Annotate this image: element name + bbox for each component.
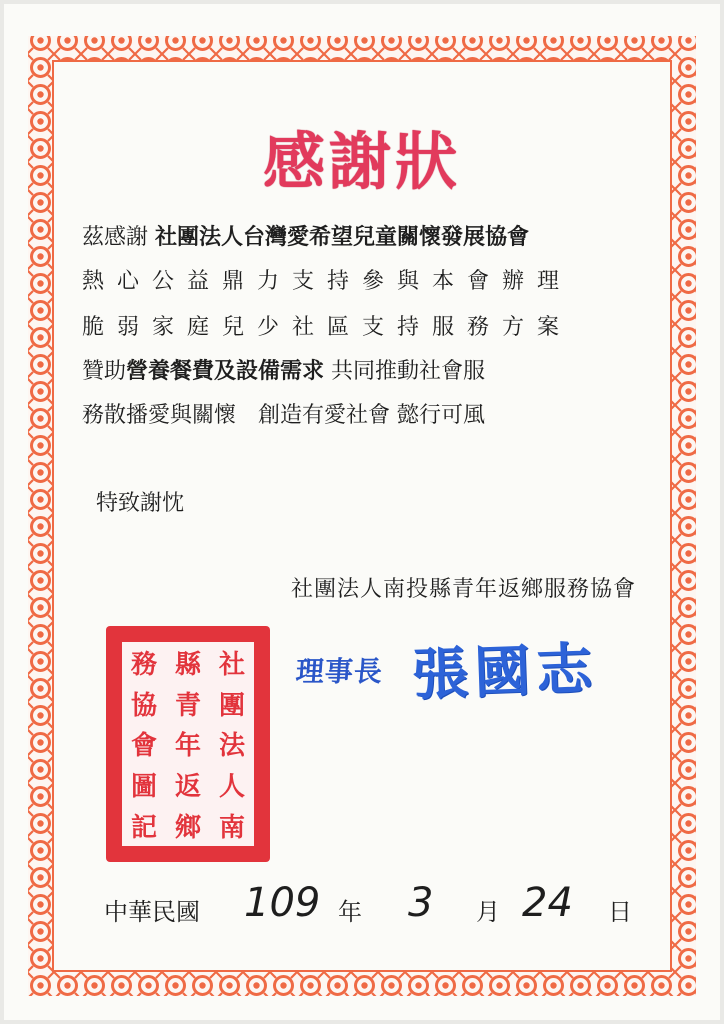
- body-line-5: 務散播愛與關懷 創造有愛社會 懿行可風: [82, 403, 485, 428]
- seal-character: 南: [218, 813, 245, 844]
- chairman-signature: 張國志: [411, 635, 600, 709]
- date-month: 3: [408, 880, 434, 926]
- seal-character: 青: [174, 690, 201, 721]
- body-line-3: 脆弱家庭兒少社區支持服務方案: [82, 315, 573, 340]
- issuer-organization: 社團法人南投縣青年返鄉服務協會: [290, 577, 636, 602]
- sponsorship-item: 營養餐費及設備需求: [126, 358, 325, 384]
- body-line-1-lead: 茲感謝: [82, 225, 155, 250]
- date-era: 中華民國: [104, 898, 200, 926]
- seal-grid: [120, 640, 256, 848]
- body-line-2: 熱心公益鼎力支持參與本會辦理: [82, 269, 573, 294]
- date-month-unit: 月: [476, 898, 500, 926]
- seal-character: 返: [174, 772, 201, 803]
- certificate-title: 感謝狀: [262, 125, 461, 198]
- sponsor-name: 社團法人台灣愛希望兒童關懷發展協會: [155, 224, 530, 250]
- seal-character: 會: [130, 731, 157, 762]
- seal-character: 協: [130, 690, 157, 721]
- date-year-unit: 年: [338, 898, 362, 926]
- seal-character: 法: [218, 731, 245, 762]
- seal-character: 圖: [130, 772, 157, 803]
- seal-character: 團: [218, 690, 245, 721]
- chairman-title: 理事長: [294, 655, 385, 688]
- seal-character: 記: [130, 813, 157, 844]
- seal-character: 人: [218, 772, 245, 803]
- seal-character: 縣: [174, 649, 201, 680]
- seal-character: 年: [174, 731, 201, 762]
- issue-date: [104, 880, 644, 942]
- date-day-unit: 日: [608, 898, 632, 926]
- closing-text: 特致謝忱: [96, 491, 185, 516]
- body-line-4: [82, 354, 652, 385]
- seal-character: 社: [218, 649, 245, 680]
- official-seal: [106, 626, 270, 862]
- seal-character: 務: [130, 649, 157, 680]
- body-line-1: [82, 220, 652, 251]
- date-year: 109: [244, 880, 321, 926]
- body-line-4-rest: 共同推動社會服: [324, 359, 486, 384]
- body-line-4-lead: 贊助: [82, 359, 127, 384]
- seal-character: 鄉: [174, 813, 201, 844]
- date-day: 24: [522, 880, 573, 926]
